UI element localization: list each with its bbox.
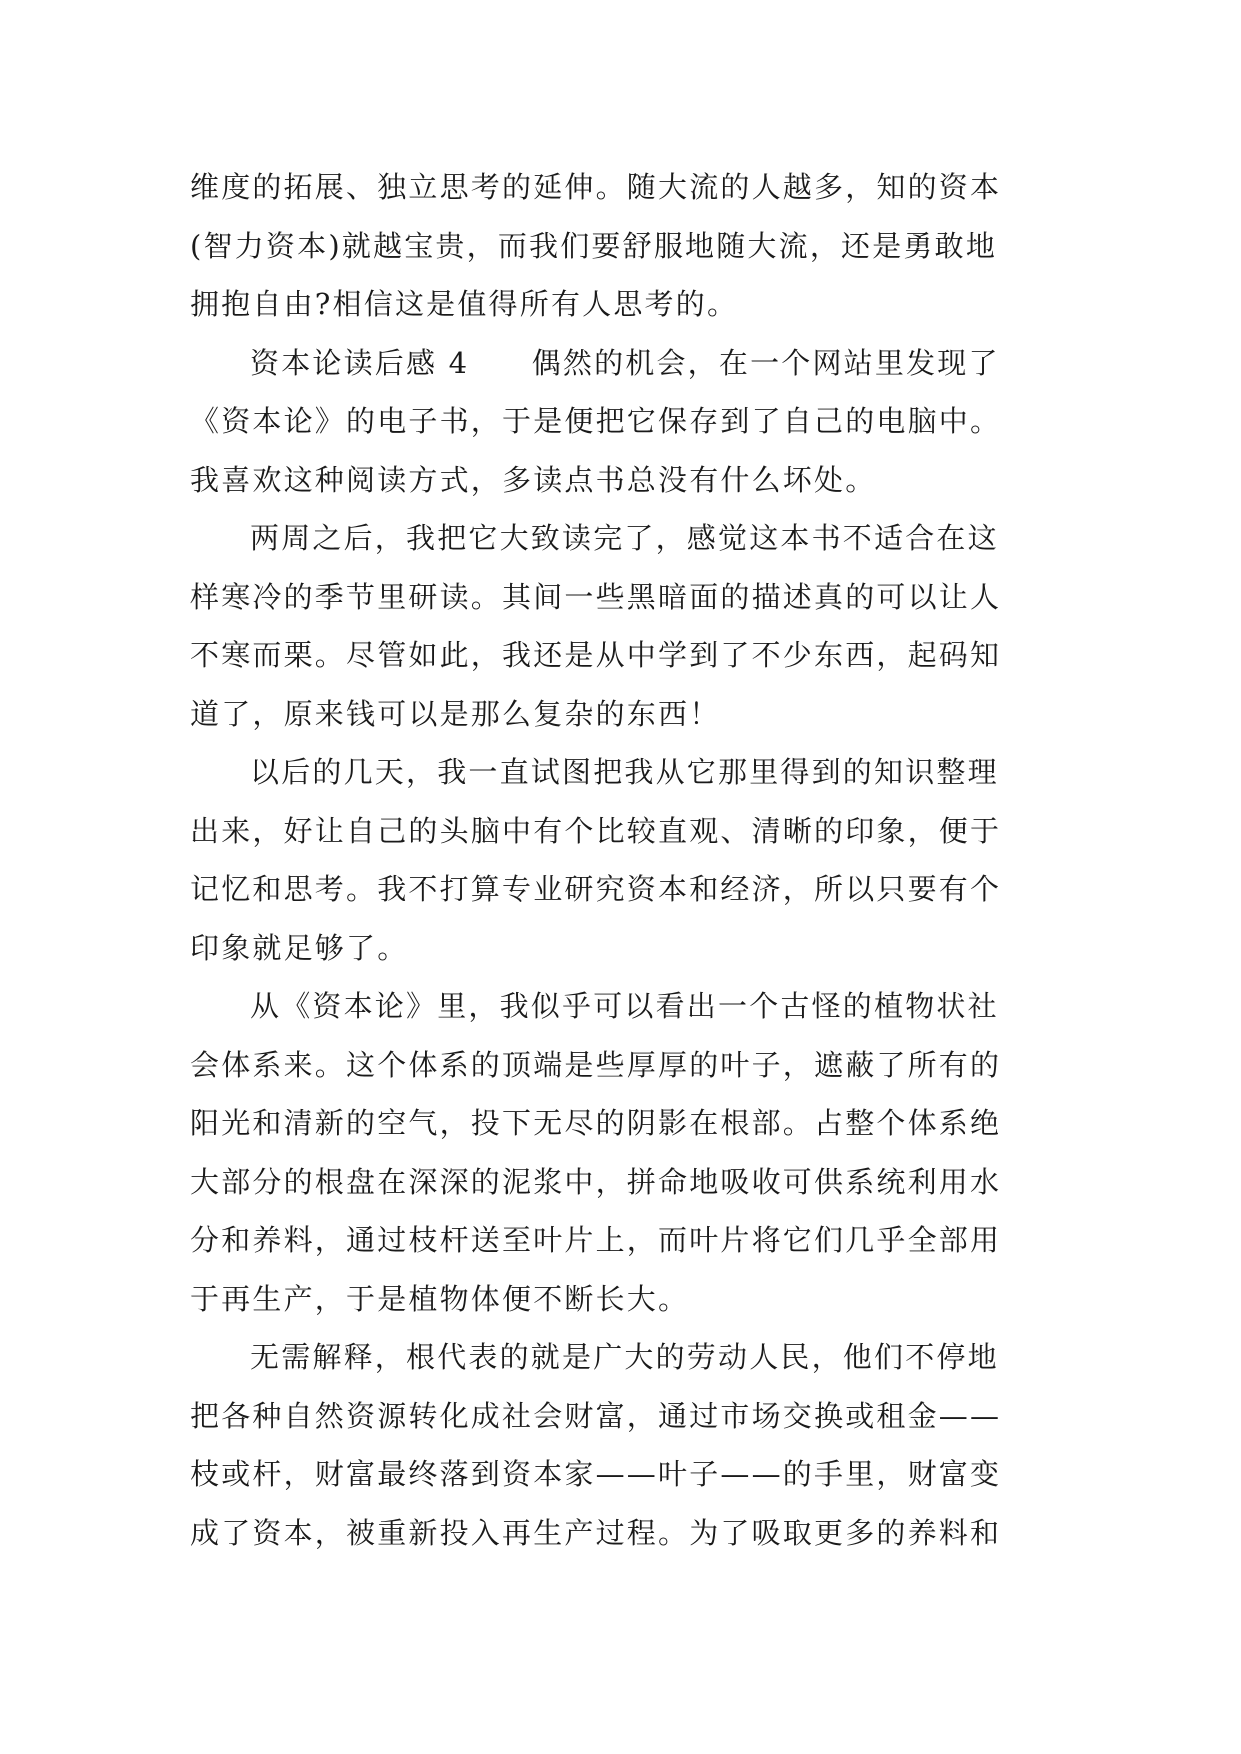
text-line: 成了资本，被重新投入再生产过程。为了吸取更多的养料和	[190, 1515, 1002, 1550]
text-line: 大部分的根盘在深深的泥浆中，拼命地吸收可供系统利用水	[190, 1164, 1002, 1199]
text-line: 出来，好让自己的头脑中有个比较直观、清晰的印象，便于	[190, 813, 1002, 848]
text-line: 拥抱自由?相信这是值得所有人思考的。	[190, 287, 739, 321]
text-line: 道了，原来钱可以是那么复杂的东西！	[190, 696, 721, 731]
body-text	[190, 158, 1060, 1562]
text-line: 维度的拓展、独立思考的延伸。随大流的人越多，知的资本	[190, 170, 1002, 204]
text-line: 我喜欢这种阅读方式，多读点书总没有什么坏处。	[190, 462, 877, 497]
text-line: 资本论读后感 4 偶然的机会，在一个网站里发现了	[250, 345, 1000, 380]
text-line: 会体系来。这个体系的顶端是些厚厚的叶子，遮蔽了所有的	[190, 1047, 1002, 1082]
text-line: 阳光和清新的空气，投下无尽的阴影在根部。占整个体系绝	[190, 1106, 1002, 1140]
text-line: 无需解释，根代表的就是广大的劳动人民，他们不停地	[250, 1340, 999, 1374]
text-line: 把各种自然资源转化成社会财富，通过市场交换或租金——	[190, 1398, 1002, 1433]
text-line: 样寒冷的季节里研读。其间一些黑暗面的描述真的可以让人	[190, 579, 1002, 614]
text-line: 不寒而栗。尽管如此，我还是从中学到了不少东西，起码知	[190, 638, 1002, 672]
text-line: 以后的几天，我一直试图把我从它那里得到的知识整理	[250, 755, 999, 789]
text-line: 印象就足够了。	[190, 930, 409, 965]
text-line: 枝或杆，财富最终落到资本家——叶子——的手里，财富变	[190, 1457, 1002, 1491]
text-line: 从《资本论》里，我似乎可以看出一个古怪的植物状社	[250, 989, 999, 1023]
text-line: 两周之后，我把它大致读完了，感觉这本书不适合在这	[250, 521, 999, 555]
text-line: 分和养料，通过枝杆送至叶片上，而叶片将它们几乎全部用	[190, 1223, 1002, 1257]
text-line: 《资本论》的电子书，于是便把它保存到了自己的电脑中。	[190, 404, 1002, 438]
text-line: 于再生产，于是植物体便不断长大。	[190, 1281, 690, 1316]
text-line: (智力资本)就越宝贵，而我们要舒服地随大流，还是勇敢地	[190, 228, 998, 263]
text-line: 记忆和思考。我不打算专业研究资本和经济，所以只要有个	[190, 872, 1002, 906]
